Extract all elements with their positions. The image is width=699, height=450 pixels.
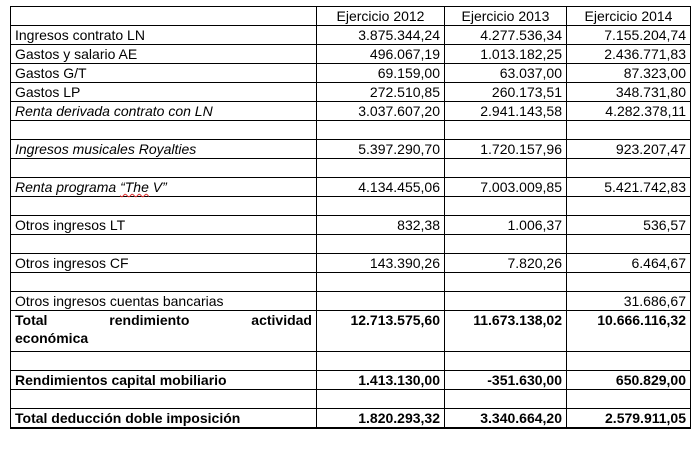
value-2014: 6.464,67 <box>567 254 691 273</box>
value-2012: 4.134.455,06 <box>317 178 445 197</box>
value-2014: 2.579.911,05 <box>567 409 691 429</box>
blank-row <box>11 121 691 140</box>
row-label-word: Total <box>15 312 48 328</box>
income-table <box>10 6 691 429</box>
table-row <box>11 254 691 273</box>
value-2012: 272.510,85 <box>317 83 445 102</box>
row-label <box>11 311 317 352</box>
value-2014: 2.436.771,83 <box>567 45 691 64</box>
row-label-line1 <box>15 311 312 329</box>
row-label: Total deducción doble imposición <box>11 409 317 429</box>
blank-row <box>11 197 691 216</box>
value-2013: 63.037,00 <box>445 64 567 83</box>
value-2013: 3.340.664,20 <box>445 409 567 429</box>
row-label-word: actividad <box>251 312 312 328</box>
row-label-line2: económica <box>15 330 89 346</box>
row-label: Renta derivada contrato con LN <box>11 102 317 121</box>
table-row <box>11 409 691 429</box>
table-row <box>11 292 691 311</box>
value-2012: 69.159,00 <box>317 64 445 83</box>
row-label-word: rendimiento <box>109 312 190 328</box>
value-2014: 87.323,00 <box>567 64 691 83</box>
table-row <box>11 102 691 121</box>
value-2014: 536,57 <box>567 216 691 235</box>
value-2013: 1.013.182,25 <box>445 45 567 64</box>
table-row <box>11 140 691 159</box>
row-label: Gastos G/T <box>11 64 317 83</box>
value-2013: -351.630,00 <box>445 371 567 390</box>
table-row <box>11 64 691 83</box>
row-label: Otros ingresos LT <box>11 216 317 235</box>
total-row <box>11 311 691 352</box>
blank-row <box>11 390 691 409</box>
table-row <box>11 178 691 197</box>
header-row <box>11 7 691 26</box>
row-label-v: V” <box>148 179 167 195</box>
value-2014: 923.207,47 <box>567 140 691 159</box>
row-label: Gastos y salario AE <box>11 45 317 64</box>
table-row <box>11 26 691 45</box>
value-2012: 3.875.344,24 <box>317 26 445 45</box>
row-label: Otros ingresos CF <box>11 254 317 273</box>
value-2014: 7.155.204,74 <box>567 26 691 45</box>
row-label: Ingresos contrato LN <box>11 26 317 45</box>
row-label: Gastos LP <box>11 83 317 102</box>
value-2013: 7.003.009,85 <box>445 178 567 197</box>
value-2013: 1.006,37 <box>445 216 567 235</box>
value-2014: 348.731,80 <box>567 83 691 102</box>
table-row <box>11 216 691 235</box>
row-label-the: “The <box>120 179 149 195</box>
value-2012: 832,38 <box>317 216 445 235</box>
table-row <box>11 83 691 102</box>
header-2014: Ejercicio 2014 <box>567 7 691 26</box>
value-2014: 5.421.742,83 <box>567 178 691 197</box>
header-2013: Ejercicio 2013 <box>445 7 567 26</box>
row-label-prefix: Renta programa <box>15 179 121 195</box>
blank-row <box>11 159 691 178</box>
value-2014: 31.686,67 <box>567 292 691 311</box>
value-2013 <box>445 292 567 311</box>
value-2013: 4.277.536,34 <box>445 26 567 45</box>
row-label: Otros ingresos cuentas bancarias <box>11 292 317 311</box>
value-2012: 5.397.290,70 <box>317 140 445 159</box>
value-2013: 7.820,26 <box>445 254 567 273</box>
value-2012: 496.067,19 <box>317 45 445 64</box>
row-label: Rendimientos capital mobiliario <box>11 371 317 390</box>
blank-row <box>11 273 691 292</box>
value-2012: 1.820.293,32 <box>317 409 445 429</box>
value-2012: 3.037.607,20 <box>317 102 445 121</box>
value-2012: 1.413.130,00 <box>317 371 445 390</box>
value-2013: 11.673.138,02 <box>445 311 567 352</box>
value-2014: 4.282.378,11 <box>567 102 691 121</box>
table-row <box>11 45 691 64</box>
value-2013: 1.720.157,96 <box>445 140 567 159</box>
table-row <box>11 371 691 390</box>
value-2012: 143.390,26 <box>317 254 445 273</box>
value-2014: 10.666.116,32 <box>567 311 691 352</box>
value-2012: 12.713.575,60 <box>317 311 445 352</box>
row-label <box>11 178 317 197</box>
header-2012: Ejercicio 2012 <box>317 7 445 26</box>
value-2013: 2.941.143,58 <box>445 102 567 121</box>
value-2014: 650.829,00 <box>567 371 691 390</box>
blank-row <box>11 235 691 254</box>
value-2013: 260.173,51 <box>445 83 567 102</box>
row-label: Ingresos musicales Royalties <box>11 140 317 159</box>
header-empty <box>11 7 317 26</box>
blank-row <box>11 352 691 371</box>
value-2012 <box>317 292 445 311</box>
